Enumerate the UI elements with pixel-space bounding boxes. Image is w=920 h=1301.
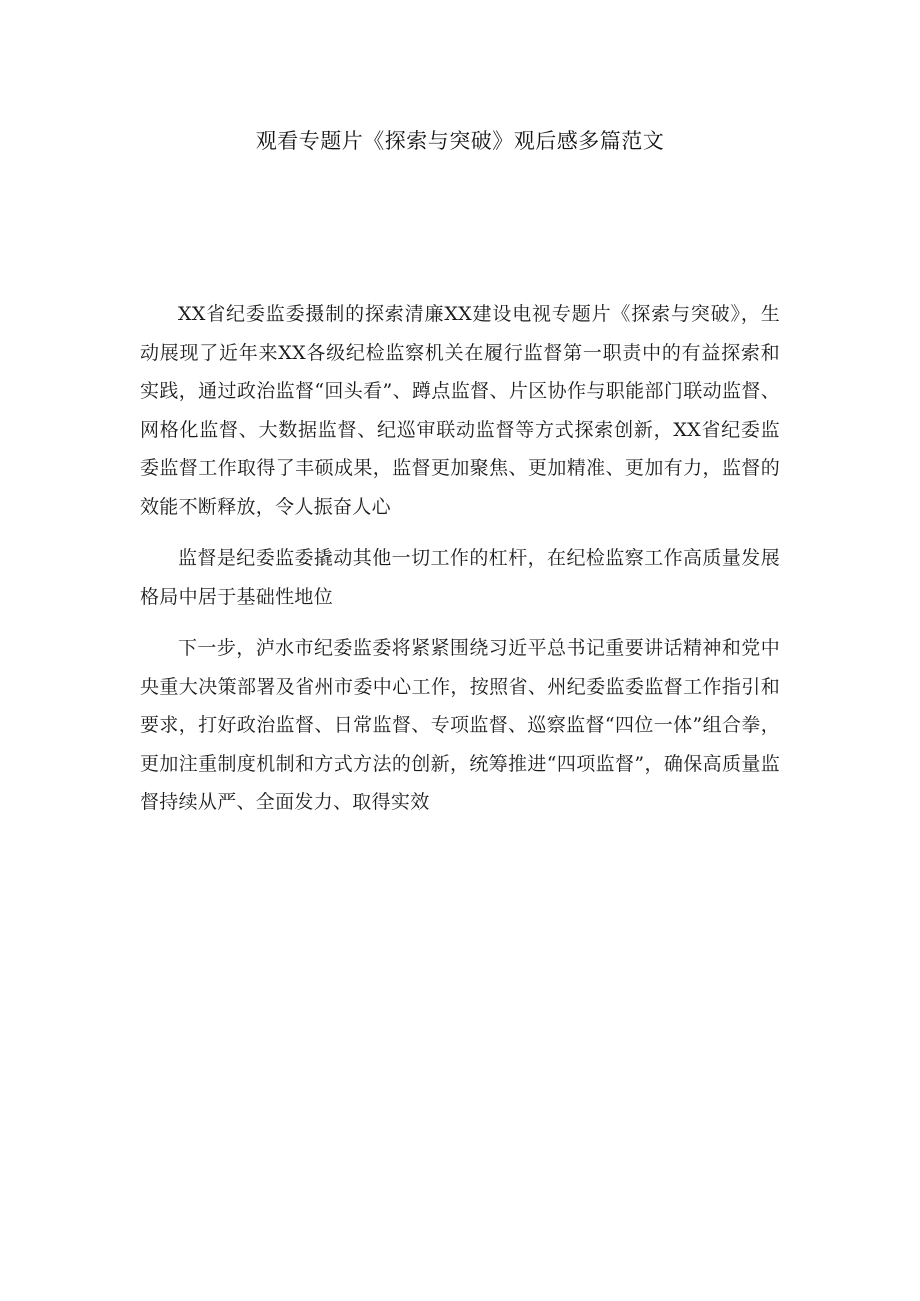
document-title: 观看专题片《探索与突破》观后感多篇范文 bbox=[255, 129, 665, 153]
paragraph-2: 监督是纪委监委撬动其他一切工作的杠杆，在纪检监察工作高质量发展格局中居于基础性地位 bbox=[140, 547, 780, 608]
paragraph-1: XX省纪委监委摄制的探索清廉XX建设电视专题片《探索与突破》，生动展现了近年来XX各级纪检监察机关在履行监督第一职责中的有益探索和实践，通过政治监督“回头看”、蹲点监督、片区协作与职能部门联动监督、网格化监督、大数据监督、纪巡审联动监督等方式探索创新，XX省纪委监委监督工作取得了丰硕成果，监督更加聚焦、更加精准、更加有力，监督的效能不断释放，令人振奋人心 bbox=[140, 303, 780, 518]
document-body bbox=[140, 295, 780, 835]
paragraph-3: 下一步，泸水市纪委监委将紧紧围绕习近平总书记重要讲话精神和党中央重大决策部署及省州市委中心工作，按照省、州纪委监委监督工作指引和要求，打好政治监督、日常监督、专项监督、巡察监督“四位一体”组合拳，更加注重制度机制和方式方法的创新，统筹推进“四项监督”，确保高质量监督持续从严、全面发力、取得实效 bbox=[140, 637, 780, 813]
